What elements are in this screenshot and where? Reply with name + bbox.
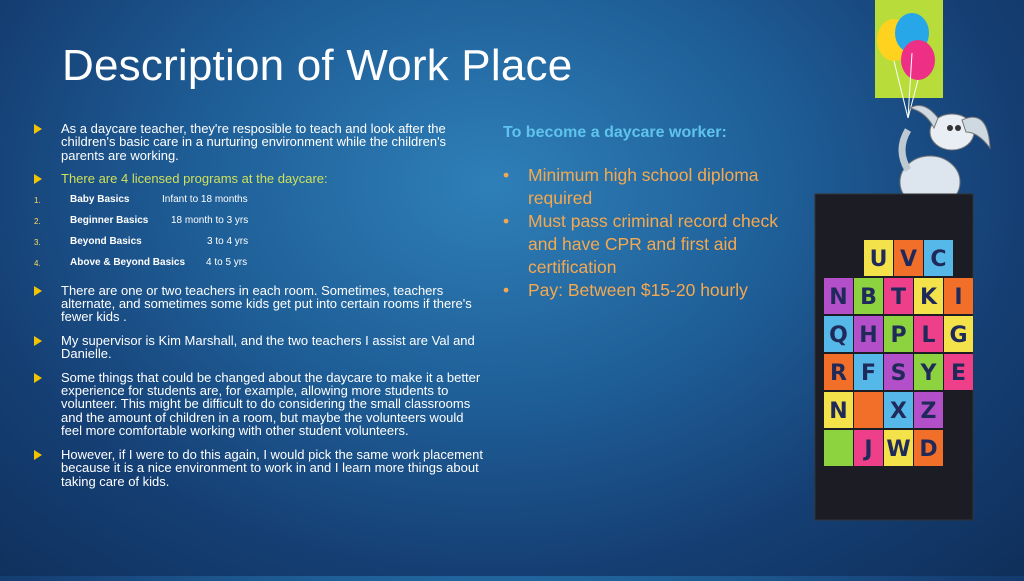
teachers-text: There are one or two teachers in each room. Sometimes, teachers alternate, and sometimes some kids get put into certain rooms if there's fewer kids . bbox=[61, 282, 472, 325]
mat-letter: J bbox=[864, 437, 873, 462]
mat-letter: Q bbox=[829, 323, 848, 348]
requirement-text: Must pass criminal record check and have CPR and first aid certification bbox=[528, 211, 778, 277]
bullet-teachers bbox=[34, 284, 484, 324]
requirement-item bbox=[503, 164, 793, 210]
program-age: Infant to 18 months bbox=[162, 193, 248, 205]
mat-letter: P bbox=[890, 323, 907, 348]
mat-letter: F bbox=[860, 361, 877, 386]
bullet-intro bbox=[34, 122, 484, 162]
mat-letter: N bbox=[829, 399, 848, 424]
mat-letter: R bbox=[830, 361, 847, 386]
arrow-bullet-icon bbox=[34, 174, 42, 184]
program-row bbox=[34, 192, 484, 213]
mat-letter: V bbox=[899, 247, 918, 272]
bullet-changes bbox=[34, 371, 484, 438]
mat-letter: I bbox=[954, 285, 963, 310]
mat-letter: W bbox=[886, 437, 911, 462]
mat-letter: G bbox=[949, 323, 968, 348]
mat-tile bbox=[824, 430, 853, 466]
program-row bbox=[34, 213, 484, 234]
mat-letter: T bbox=[890, 285, 907, 310]
right-column bbox=[503, 122, 793, 302]
mat-letter: H bbox=[859, 323, 878, 348]
arrow-bullet-icon bbox=[34, 336, 42, 346]
arrow-bullet-icon bbox=[34, 373, 42, 383]
alphabet-mat-illustration bbox=[812, 0, 1024, 576]
program-name: Beginner Basics bbox=[70, 214, 149, 226]
mat-letter: B bbox=[860, 285, 877, 310]
requirement-item bbox=[503, 279, 793, 302]
mat-letter: X bbox=[890, 399, 907, 424]
program-age: 18 month to 3 yrs bbox=[171, 214, 249, 226]
program-number: 3. bbox=[34, 237, 41, 247]
bullet-dot: • bbox=[503, 165, 510, 185]
requirements-heading: To become a daycare worker: bbox=[503, 124, 727, 141]
program-row bbox=[34, 255, 484, 276]
bullet-programs-heading bbox=[34, 172, 484, 185]
program-name: Above & Beyond Basics bbox=[70, 256, 186, 268]
bullet-dot: • bbox=[503, 211, 510, 231]
mat-letter: K bbox=[919, 285, 938, 310]
slide-title: Description of Work Place bbox=[62, 41, 573, 90]
program-name: Beyond Basics bbox=[70, 235, 142, 247]
left-column bbox=[34, 122, 484, 498]
mat-letter: S bbox=[890, 361, 907, 386]
requirement-item bbox=[503, 210, 793, 279]
changes-text: Some things that could be changed about the daycare to make it a better experience for students are, for example, allowing more students to volunteer. This might be difficult to do considering the small classrooms and the amount of children in a room, but maybe the volunteers would feel more comfortable working with other student volunteers. bbox=[61, 369, 481, 439]
balloons-icon bbox=[875, 0, 943, 118]
programs-heading: There are 4 licensed programs at the daycare: bbox=[61, 171, 328, 187]
program-number: 2. bbox=[34, 216, 41, 226]
bullet-dot: • bbox=[503, 280, 510, 300]
bullet-supervisor bbox=[34, 334, 484, 361]
mat-letter: L bbox=[921, 323, 936, 348]
program-name: Baby Basics bbox=[70, 193, 130, 205]
arrow-bullet-icon bbox=[34, 450, 42, 460]
arrow-bullet-icon bbox=[34, 124, 42, 134]
requirement-text: Pay: Between $15-20 hourly bbox=[528, 280, 748, 300]
program-number: 4. bbox=[34, 258, 41, 268]
mat-letter: E bbox=[950, 361, 967, 386]
mat-tile bbox=[854, 392, 883, 428]
bullet-again bbox=[34, 448, 484, 488]
mat-letter: C bbox=[930, 247, 947, 272]
supervisor-text: My supervisor is Kim Marshall, and the two teachers I assist are Val and Danielle. bbox=[61, 332, 475, 362]
mat-letter: U bbox=[869, 247, 888, 272]
requirement-text: Minimum high school diploma required bbox=[528, 165, 759, 208]
mat-letter: Y bbox=[920, 361, 937, 386]
program-row bbox=[34, 234, 484, 255]
program-age: 4 to 5 yrs bbox=[206, 256, 248, 268]
arrow-bullet-icon bbox=[34, 286, 42, 296]
again-text: However, if I were to do this again, I would pick the same work placement because it is a nice environment to work in and I learn more things about taking care of kids. bbox=[61, 446, 483, 489]
mat-letter: N bbox=[829, 285, 848, 310]
mat-letter: Z bbox=[920, 399, 937, 424]
decoration-art bbox=[812, 0, 1024, 576]
mat-letter: D bbox=[919, 437, 938, 462]
program-number: 1. bbox=[34, 195, 41, 205]
intro-text: As a daycare teacher, they're resposible to teach and look after the children's basic care in a nurturing environment while the children's parents are working. bbox=[61, 121, 447, 163]
program-age: 3 to 4 yrs bbox=[207, 235, 249, 247]
